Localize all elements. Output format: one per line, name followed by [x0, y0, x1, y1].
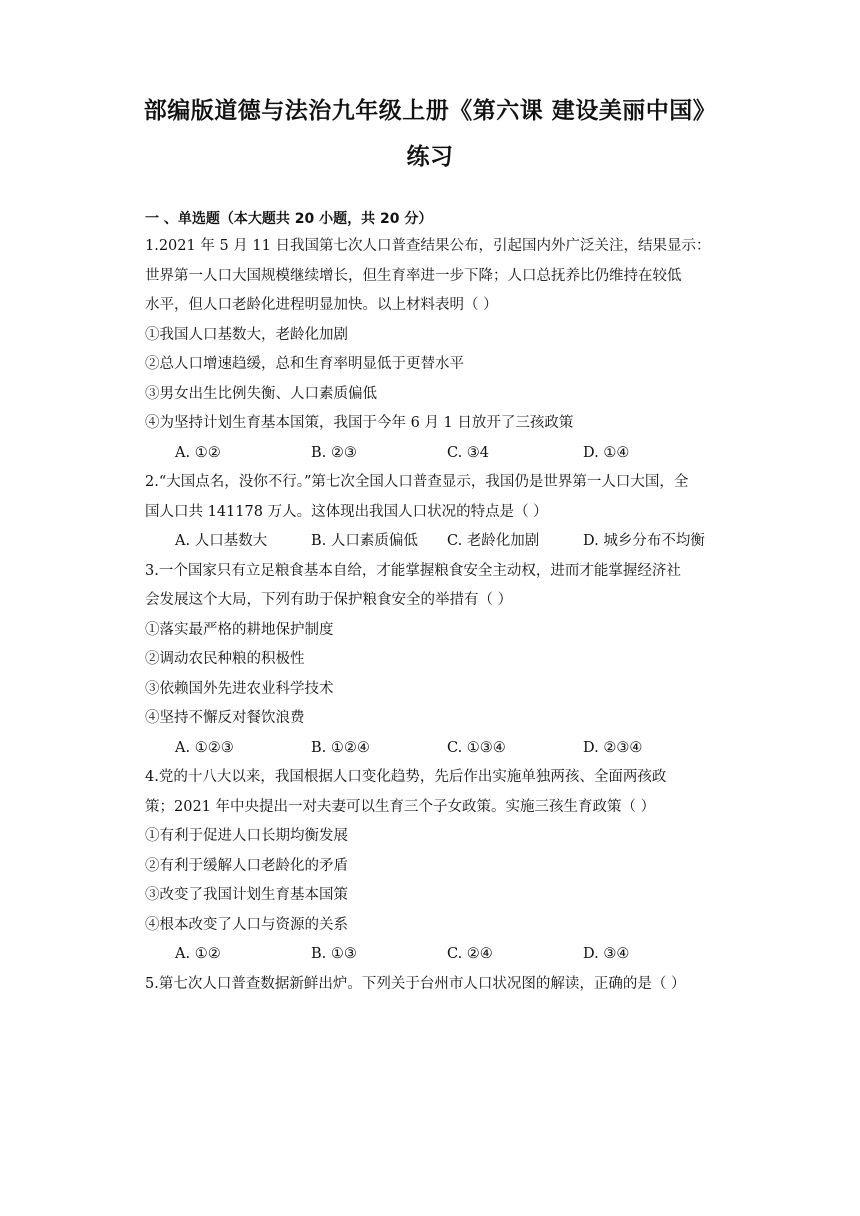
question-1-stem-line: 1.2021 年 5 月 11 日我国第七次人口普查结果公布，引起国内外广泛关注，结果显示：	[145, 238, 711, 254]
question-3-item: ③依赖国外先进农业科学技术	[145, 681, 334, 697]
question-3-stem-line: 会发展这个大局，下列有助于保护粮食安全的举措有（ ）	[145, 592, 513, 608]
question-1-item: ④为坚持计划生育基本国策，我国于今年 6 月 1 日放开了三孩政策	[145, 415, 574, 431]
question-2-option-b: B. 人口素质偏低	[311, 533, 418, 549]
question-1-stem-line: 世界第一人口大国规模继续增长，但生育率进一步下降；人口总抚养比仍维持在较低	[145, 268, 682, 284]
question-3-item: ①落实最严格的耕地保护制度	[145, 622, 334, 638]
question-4-option-a: A. ①②	[175, 946, 221, 962]
question-1-stem-line: 水平，但人口老龄化进程明显加快。以上材料表明（ ）	[145, 297, 498, 313]
document-title-line1: 部编版道德与法治九年级上册《第六课 建设美丽中国》	[143, 97, 717, 124]
section-heading: 一 、单选题（本大题共 20 小题，共 20 分）	[145, 211, 433, 227]
question-2-option-a: A. 人口基数大	[175, 533, 268, 549]
question-4-item: ④根本改变了人口与资源的关系	[145, 917, 348, 933]
question-1-item: ①我国人口基数大，老龄化加剧	[145, 327, 348, 343]
question-4-item: ②有利于缓解人口老龄化的矛盾	[145, 858, 348, 874]
question-2-option-d: D. 城乡分布不均衡	[583, 533, 705, 549]
question-2-stem-line: 国人口共 141178 万人。这体现出我国人口状况的特点是（ ）	[145, 504, 548, 520]
question-2-stem-line: 2.“大国点名，没你不行。”第七次全国人口普查显示，我国仍是世界第一人口大国，全	[145, 474, 689, 490]
question-1-option-c: C. ③4	[447, 445, 490, 461]
question-3-stem-line: 3.一个国家只有立足粮食基本自给，才能掌握粮食安全主动权，进而才能掌握经济社	[145, 563, 681, 579]
question-4-option-d: D. ③④	[583, 946, 630, 962]
document-title-line2: 练习	[406, 143, 454, 170]
question-3-item: ②调动农民种粮的积极性	[145, 651, 305, 667]
question-3-option-d: D. ②③④	[583, 740, 643, 756]
question-4-option-b: B. ①③	[311, 946, 357, 962]
question-4-option-c: C. ②④	[447, 946, 493, 962]
question-1-option-a: A. ①②	[175, 445, 221, 461]
question-2-option-c: C. 老龄化加剧	[447, 533, 540, 549]
question-3-item: ④坚持不懈反对餐饮浪费	[145, 710, 305, 726]
question-4-stem-line: 4.党的十八大以来，我国根据人口变化趋势，先后作出实施单独两孩、全面两孩政	[145, 769, 667, 785]
question-3-option-c: C. ①③④	[447, 740, 506, 756]
question-4-item: ③改变了我国计划生育基本国策	[145, 887, 348, 903]
question-1-option-d: D. ①④	[583, 445, 630, 461]
question-1-item: ③男女出生比例失衡、人口素质偏低	[145, 386, 377, 402]
question-3-option-b: B. ①②④	[311, 740, 370, 756]
question-1-option-b: B. ②③	[311, 445, 357, 461]
question-4-stem-line: 策；2021 年中央提出一对夫妻可以生育三个子女政策。实施三孩生育政策（ ）	[145, 799, 656, 815]
question-3-option-a: A. ①②③	[175, 740, 234, 756]
question-5-stem-line: 5.第七次人口普查数据新鲜出炉。下列关于台州市人口状况图的解读，正确的是（ ）	[145, 976, 686, 992]
question-4-item: ①有利于促进人口长期均衡发展	[145, 828, 348, 844]
question-1-item: ②总人口增速趋缓，总和生育率明显低于更替水平	[145, 356, 464, 372]
